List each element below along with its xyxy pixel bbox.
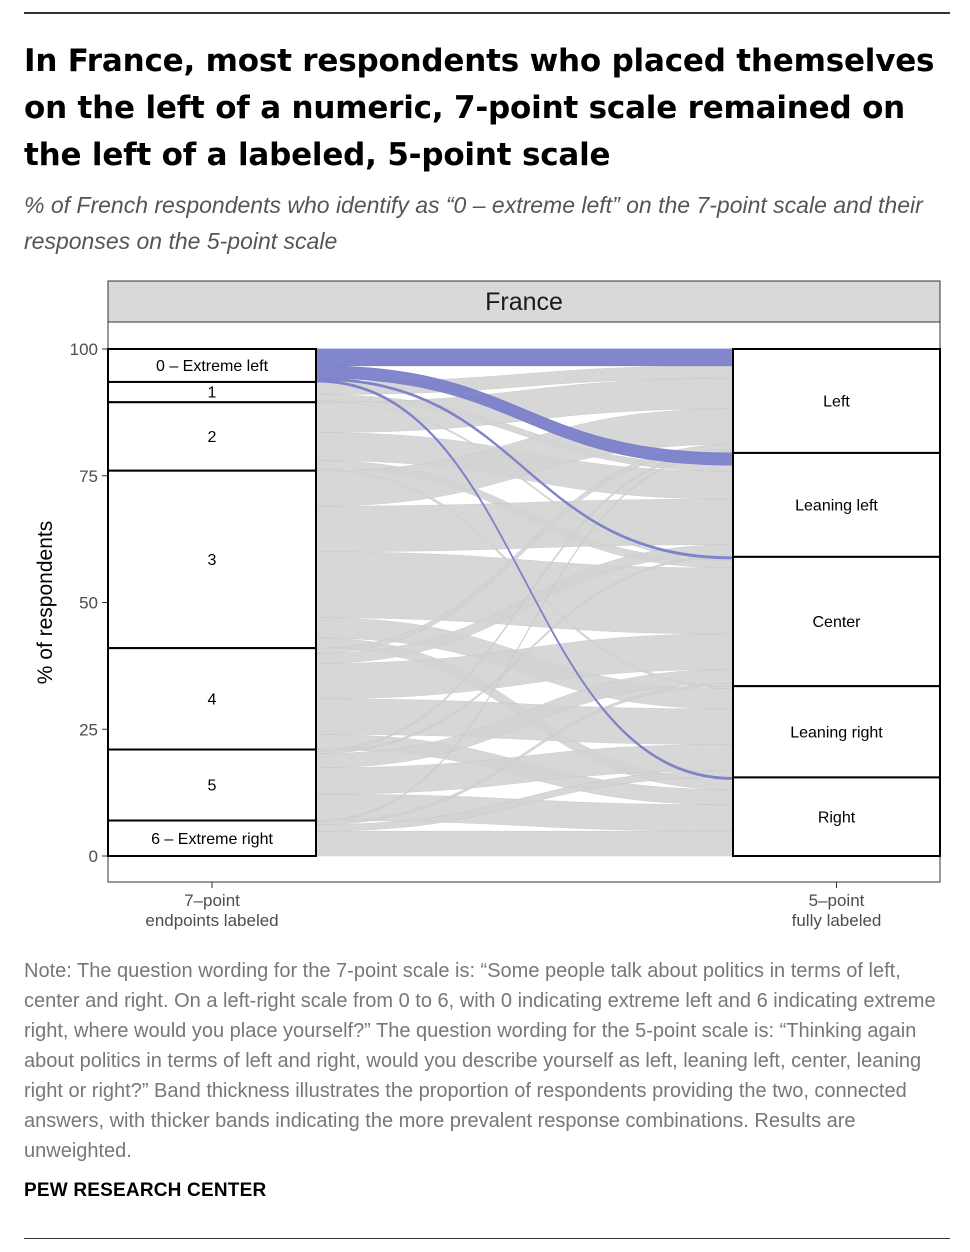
y-tick-label: 25 xyxy=(79,720,98,740)
chart-subtitle: % of French respondents who identify as “0 – extreme left” on the 7-point scale and their responses on the 5-point scale xyxy=(24,192,923,254)
left-stratum-label: 2 xyxy=(207,429,217,447)
right-stratum-label: Left xyxy=(823,393,850,411)
left-stratum-label: 1 xyxy=(207,384,217,402)
flow-band-6-extreme-right-to-right xyxy=(316,831,733,856)
chart-note: Note: The question wording for the 7-point scale is: “Some people talk about politics in terms of left, center and right. On a left-right scale from 0 to 6, with 0 indicating extreme left and 6 indicating extreme right, where would you place yourself?” The question wording for the 5-point scale is: “Thinking again about politics in terms of left and right, would you describe yourself as left, leaning left, center, leaning right or right?” Band thickness illustrates the proportion of respondents providing the two, connected answers, with thicker bands indicating the more prevalent response combinations. Results are unweighted. xyxy=(24,960,936,1162)
y-tick-label: 0 xyxy=(88,847,98,866)
y-axis-title: % of respondents xyxy=(34,520,57,685)
flow-band-0-extreme-left-to-left xyxy=(316,349,733,366)
left-stratum-label: 3 xyxy=(207,552,217,570)
x-axis-label-5-point: 5–point fully labeled xyxy=(791,891,882,930)
right-stratum-label: Right xyxy=(817,809,856,827)
right-stratum-label: Leaning right xyxy=(790,724,883,742)
left-stratum-label: 6 – Extreme right xyxy=(151,830,273,848)
y-tick-label: 50 xyxy=(79,593,98,613)
right-stratum-label: Center xyxy=(812,614,861,632)
y-tick-label: 75 xyxy=(79,466,98,486)
flow-band-3-to-leaning-left xyxy=(316,499,733,552)
x-axis-label-7-point: 7–point endpoints labeled xyxy=(145,891,279,930)
left-stratum-label: 0 – Extreme left xyxy=(155,358,269,376)
facet-label: France xyxy=(485,288,563,316)
bottom-rule xyxy=(24,1238,950,1239)
alluvial-chart xyxy=(0,270,970,940)
top-rule xyxy=(24,12,950,14)
left-stratum-label: 4 xyxy=(207,691,217,709)
source-label: PEW RESEARCH CENTER xyxy=(24,1180,267,1201)
left-stratum-label: 5 xyxy=(207,777,217,795)
right-stratum-label: Leaning left xyxy=(795,497,878,515)
chart-title: In France, most respondents who placed themselves on the left of a numeric, 7-point scale remained on the left of a labeled, 5-point scale xyxy=(24,43,935,173)
y-tick-label: 100 xyxy=(69,340,98,359)
